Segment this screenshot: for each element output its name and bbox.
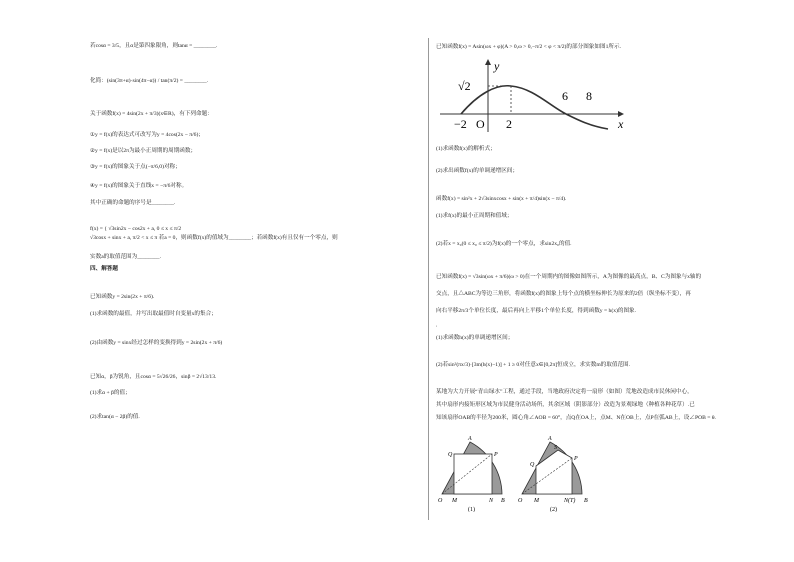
problem5-line3: 向右平移2π/3个单位长度，最后再向上平移1个单位长度，得到函数y = h(x)的图象. [436,308,637,314]
figure-1-caption: (1) [468,507,475,512]
question-piecewise-3: 实数a的取值范围为________. [90,254,162,260]
problem5-q1: (1)求函数h(x)的单调递增区间； [436,335,514,341]
label-O: O [438,498,443,504]
tick-neg2: −2 [454,117,467,131]
question-func-option-2: ②y = f(x)是以2π为最小正周期的周期函数； [90,148,197,154]
label-P-2: P [574,456,578,462]
question-func-option-4: ④y = f(x)的图象关于直线x = −π/6对称。 [90,183,188,189]
label-M-2: M [534,498,539,504]
problem6-line3: 知该扇形OAB的半径为200米，圆心角∠AOB = 60°，点Q在OA上，点M、N在OB上，点P在弧AB上，设∠POB = θ. [436,415,716,421]
problem2-q1: (1)求α + β的值； [90,390,131,396]
question-piecewise-1: f(x) = { √3sin2x − cos2x + a, 0 ≤ x ≤ π/2 [90,226,182,232]
sector-figure-2 [518,432,598,512]
peak-label: √2 [458,79,471,93]
y-axis-label: y [494,59,500,73]
label-B-2: B [584,498,588,504]
problem6-line2: 其中扇形内接矩形区域为市民健身活动场所，其余区域（阴影部分）改造为景观绿地（种植各种花草）.已 [436,402,695,408]
question-piecewise-2: √3cosx + sinx + a, π/2 < x ≤ π 若a = 0，则函数f(x)的值域为________；若函数f(x)有且仅有一个零点，则 [90,235,338,241]
stray-mark: ， [436,322,440,327]
question-cos: 若cosα = 3/5，且α是第四象限角，则tanα = ________. [90,43,218,49]
problem3-q2: (2)求出函数f(x)的单调递增区间； [436,168,519,174]
label-P: P [494,452,498,458]
label-Q: Q [448,452,453,458]
question-func-ask: 其中正确的命题的序号是________. [90,200,176,206]
problem4-intro: 函数f(x) = sin²x + 2√3sinxcosx + sin(x + π/4)sin(x − π/4). [436,196,567,202]
question-func-intro: 关于函数f(x) = 4sin(2x + π/3)(x∈R)，有下列命题： [90,111,213,117]
tick-origin: O [476,117,485,131]
tick-8: 8 [586,89,592,103]
label-M: M [452,498,457,504]
column-divider [428,38,429,520]
question-func-option-1: ①y = f(x)的表达式可改写为y = 4cos(2x − π/6)； [90,132,204,138]
tick-2: 2 [506,117,512,131]
problem1-q1: (1)求函数的最值，并写出取最值时自变量x的集合； [90,311,217,317]
section-heading: 四、解答题 [90,266,118,272]
problem1-intro: 已知函数y = 2sin(2x + π/6). [90,294,155,300]
problem5-line2: 交点，且△ABC为等边三角形，将函数f(x)的图象上每个点的横坐标伸长为原来的2倍（纵坐标不变），再 [436,291,691,297]
problem4-q2: (2)若x = x₀(0 ≤ x₀ ≤ π/2)为f(x)的一个零点，求sin2x₀的值. [436,241,572,247]
label-A-2: A [548,436,552,442]
problem4-q1: (1)求f(x)的最小正周期和值域； [436,213,513,219]
figure-2-caption: (2) [550,507,557,512]
problem2-intro: 已知α，β为锐角，且cosα = 5√26/26，sinβ = 2√13/13. [90,374,217,380]
problem1-q2: (2)由函数y = sinx经过怎样的变换得到y = 2sin(2x + π/6) [90,340,223,346]
inscribed-rectangle [454,454,492,494]
label-A: A [468,436,472,442]
problem3-q1: (1)求函数f(x)的解析式； [436,146,496,152]
problem3-intro: 已知函数f(x) = Asin(ωx + φ)(A > 0,ω > 0,−π/2 < φ < π/2)的部分图象如图1所示. [436,44,621,50]
sector-figure-1 [438,432,513,512]
problem5-line1: 已知函数f(x) = √3sin(ωx + π/6)(ω > 0)在一个周期内的图像如图所示，A为图像的最高点，B、C为图象与x轴的 [436,274,702,280]
label-O-2: O [518,498,523,504]
problem2-q2: (2)求tan(α − 2β)的值. [90,414,140,420]
label-N: N [489,498,494,504]
label-B: B [501,498,505,504]
label-Q-2: Q [530,462,535,468]
sine-graph [438,54,628,136]
question-func-option-3: ③y = f(x)的图象关于点(−π/6,0)对称； [90,164,181,170]
label-NT: N(T) [564,498,576,504]
tick-6: 6 [562,89,568,103]
question-simplify: 化简：(sin(3π+α)·sin(4π−α)) / tan(π/2) = ________. [90,78,209,84]
inscribed-pentagon [536,450,572,494]
label-S: S [554,445,557,451]
problem6-line1: 某地为大力开展“青山绿水”工程，通过手段，当地政府决定将一扇形（如图）荒地改造成市民休闲中心， [436,389,693,395]
problem5-q2: (2)若sin²(πx/3)·[3m(h(x)−1)] + 1 ≥ 0对任意x∈[0,2π]恒成立，求实数m的取值范围. [436,362,631,368]
x-axis-label: x [618,117,624,131]
